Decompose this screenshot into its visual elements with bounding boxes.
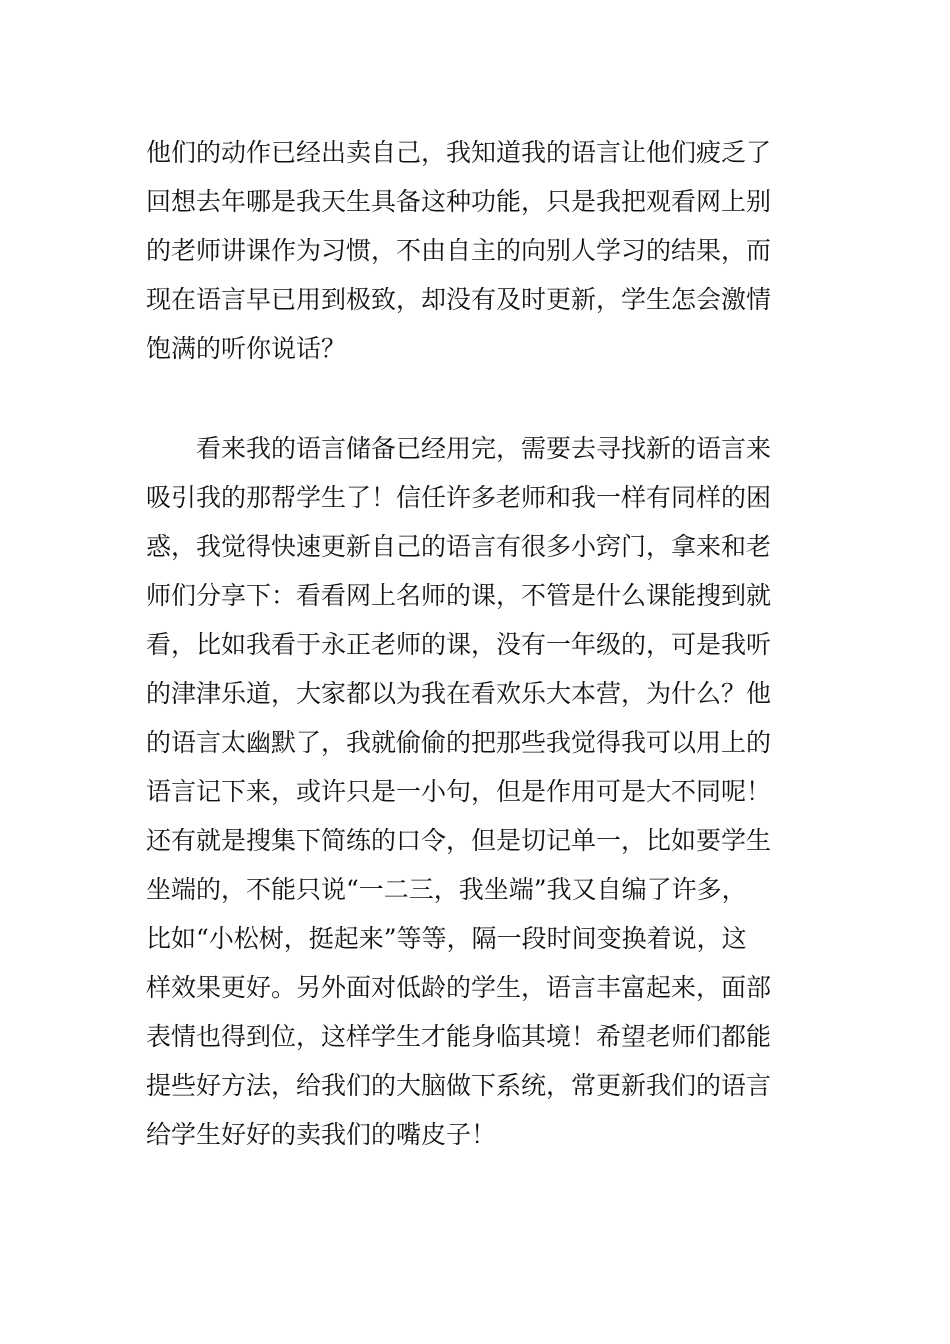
paragraph-1 xyxy=(146,128,816,373)
text-line: 比如“小松树，挺起来”等等，隔一段时间变换着说，这 xyxy=(146,924,747,953)
text-line: 的老师讲课作为习惯，不由自主的向别人学习的结果，而 xyxy=(146,236,772,265)
text-line: 坐端的，不能只说“一二三，我坐端”我又自编了许多， xyxy=(146,875,747,904)
text-line: 回想去年哪是我天生具备这种功能，只是我把观看网上别 xyxy=(146,187,772,216)
text-line: 看来我的语言储备已经用完，需要去寻找新的语言来 xyxy=(146,434,772,463)
text-line: 看，比如我看于永正老师的课，没有一年级的，可是我听 xyxy=(146,630,772,659)
text-line: 惑，我觉得快速更新自己的语言有很多小窍门，拿来和老 xyxy=(146,532,772,561)
text-line: 还有就是搜集下简练的口令，但是切记单一，比如要学生 xyxy=(146,826,772,855)
text-line: 语言记下来，或许只是一小句，但是作用可是大不同呢！ xyxy=(146,777,772,806)
text-line: 现在语言早已用到极致，却没有及时更新，学生怎会激情 xyxy=(146,285,772,314)
paragraph-2 xyxy=(146,424,816,1159)
text-line: 给学生好好的卖我们的嘴皮子！ xyxy=(146,1120,497,1149)
text-line: 的语言太幽默了，我就偷偷的把那些我觉得我可以用上的 xyxy=(146,728,772,757)
text-line: 师们分享下：看看网上名师的课，不管是什么课能搜到就 xyxy=(146,581,772,610)
text-line: 样效果更好。另外面对低龄的学生，语言丰富起来，面部 xyxy=(146,973,772,1002)
text-line: 的津津乐道，大家都以为我在看欢乐大本营，为什么？他 xyxy=(146,679,772,708)
text-line: 他们的动作已经出卖自己，我知道我的语言让他们疲乏了 xyxy=(146,138,772,167)
text-line: 饱满的听你说话？ xyxy=(146,334,347,363)
text-line: 表情也得到位，这样学生才能身临其境！希望老师们都能 xyxy=(146,1022,772,1051)
text-line: 提些好方法，给我们的大脑做下系统，常更新我们的语言 xyxy=(146,1071,772,1100)
text-line: 吸引我的那帮学生了！信任许多老师和我一样有同样的困 xyxy=(146,483,772,512)
